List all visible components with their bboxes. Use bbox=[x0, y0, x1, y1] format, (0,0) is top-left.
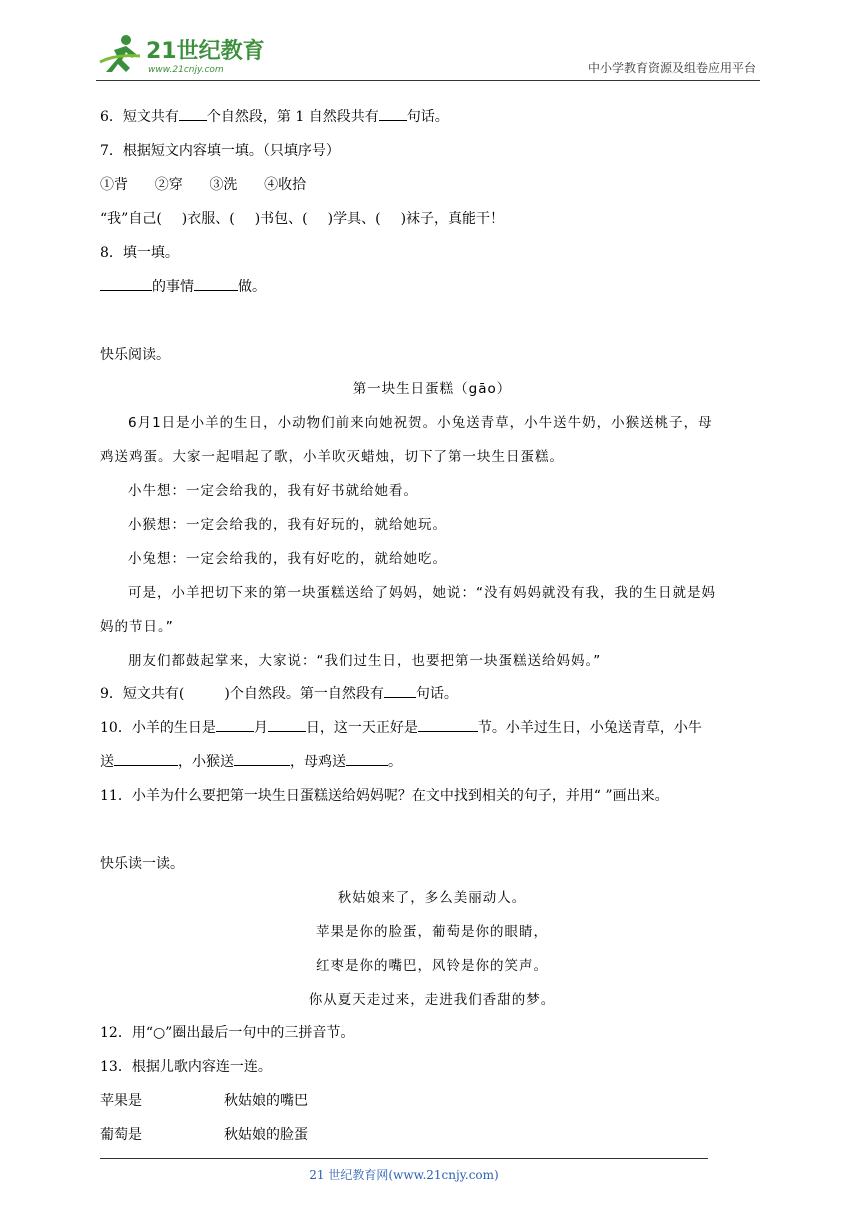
poem-line: 你从夏天走过来，走进我们香甜的梦。 bbox=[308, 992, 556, 1008]
footer-link[interactable]: 21 世纪教育网(www.21cnjy.com) bbox=[309, 1168, 499, 1182]
match-right-item[interactable]: 秋姑娘的嘴巴 bbox=[224, 1093, 308, 1109]
option-item: ①背 bbox=[100, 177, 128, 193]
option-item: ③洗 bbox=[209, 177, 238, 193]
svg-text:21世纪教育: 21世纪教育 bbox=[146, 39, 265, 64]
poem-line: 红枣是你的嘴巴，风铃是你的笑声。 bbox=[316, 958, 548, 974]
section-title: 快乐读一读。 bbox=[100, 856, 184, 872]
option-item: ④收拾 bbox=[264, 177, 307, 193]
question-9: 9．短文共有( )个自然段。第一自然段有 句话。 bbox=[100, 683, 458, 703]
question-7-options bbox=[100, 174, 306, 194]
answer-blank[interactable] bbox=[234, 751, 290, 766]
section-title: 快乐阅读。 bbox=[100, 347, 170, 363]
answer-blank[interactable] bbox=[379, 106, 407, 121]
answer-blank[interactable] bbox=[346, 751, 388, 766]
option-item: ②穿 bbox=[154, 177, 183, 193]
match-left-item[interactable]: 葡萄是 bbox=[100, 1127, 142, 1143]
passage-paragraph: 小牛想：一定会给我的，我有好书就给她看。 bbox=[128, 483, 418, 499]
runner-logo-icon bbox=[96, 32, 266, 76]
question-11: 11．小羊为什么要把第一块生日蛋糕送给妈妈呢？在文中找到相关的句子，并用“ ”画出来。 bbox=[100, 788, 669, 804]
poem-line: 苹果是你的脸蛋，葡萄是你的眼睛， bbox=[316, 924, 548, 940]
passage-paragraph: 鸡送鸡蛋。大家一起唱起了歌，小羊吹灭蜡烛，切下了第一块生日蛋糕。 bbox=[100, 449, 564, 465]
passage-paragraph: 6月1日是小羊的生日，小动物们前来向她祝贺。小兔送青草，小牛送牛奶，小猴送桃子，母 bbox=[128, 415, 713, 431]
question-7-title: 7．根据短文内容填一填。（只填序号） bbox=[100, 143, 340, 159]
footer-divider bbox=[100, 1158, 708, 1159]
passage-paragraph: 小兔想：一定会给我的，我有好吃的，就给她吃。 bbox=[128, 551, 447, 567]
match-right-item[interactable]: 秋姑娘的脸蛋 bbox=[224, 1127, 308, 1143]
answer-blank[interactable] bbox=[100, 276, 152, 291]
svg-text:www.21cnjy.com: www.21cnjy.com bbox=[148, 65, 224, 75]
match-left-item[interactable]: 苹果是 bbox=[100, 1093, 142, 1109]
question-10-line-2: 送 ，小猴送 ，母鸡送 。 bbox=[100, 751, 402, 771]
answer-blank[interactable] bbox=[384, 683, 416, 698]
passage-paragraph: 小猴想：一定会给我的，我有好玩的，就给她玩。 bbox=[128, 517, 447, 533]
question-12: 12．用“○”圈出最后一句中的三拼音节。 bbox=[100, 1025, 355, 1041]
answer-blank[interactable] bbox=[179, 106, 207, 121]
question-13-title: 13．根据儿歌内容连一连。 bbox=[100, 1059, 272, 1075]
platform-tagline: 中小学教育资源及组卷应用平台 bbox=[587, 61, 756, 75]
question-6: 6．短文共有 个自然段，第 1 自然段共有 句话。 bbox=[100, 106, 449, 126]
question-10-line-1: 10．小羊的生日是 月 日，这一天正好是 节。小羊过生日，小兔送青草，小牛 bbox=[100, 717, 702, 737]
page-header bbox=[96, 28, 760, 81]
passage-title: 第一块生日蛋糕（gāo） bbox=[352, 381, 512, 397]
question-7-sentence: “我”自己( )衣服、( )书包、( )学具、( )袜子，真能干！ bbox=[100, 211, 505, 227]
answer-blank[interactable] bbox=[418, 717, 478, 732]
site-logo bbox=[96, 32, 266, 76]
poem-line: 秋姑娘来了，多么美丽动人。 bbox=[337, 890, 527, 906]
passage-paragraph: 朋友们都鼓起掌来，大家说：“我们过生日，也要把第一块蛋糕送给妈妈。” bbox=[128, 653, 602, 669]
answer-blank[interactable] bbox=[114, 751, 178, 766]
question-8-fill: 的事情 做。 bbox=[100, 276, 266, 296]
question-8-title: 8．填一填。 bbox=[100, 245, 179, 261]
answer-blank[interactable] bbox=[268, 717, 306, 732]
passage-paragraph: 可是，小羊把切下来的第一块蛋糕送给了妈妈，她说：“没有妈妈就没有我，我的生日就是妈 bbox=[128, 585, 716, 601]
answer-blank[interactable] bbox=[194, 276, 238, 291]
passage-paragraph: 妈的节日。” bbox=[100, 619, 174, 635]
answer-blank[interactable] bbox=[216, 717, 254, 732]
